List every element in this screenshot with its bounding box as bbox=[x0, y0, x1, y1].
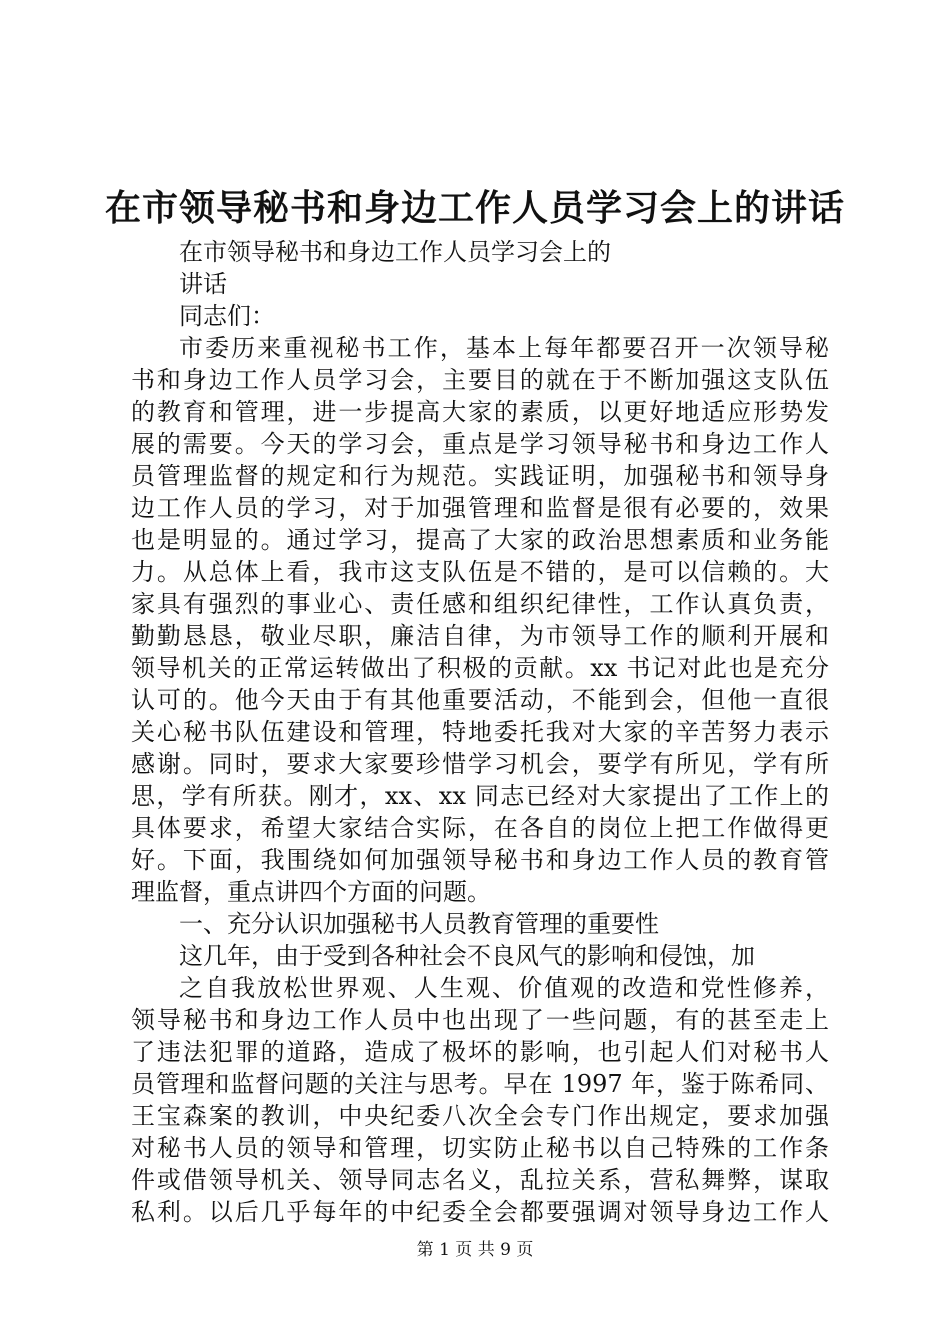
body-line: 员管理和监督问题的关注与思考。早在 1997 年，鉴于陈希同、 bbox=[131, 1070, 829, 1098]
body-line: 讲话 bbox=[179, 270, 227, 298]
body-line: 的教育和管理，进一步提高大家的素质，以更好地适应形势发 bbox=[131, 398, 829, 426]
body-line: 这几年，由于受到各种社会不良风气的影响和侵蚀，加 bbox=[179, 942, 755, 970]
body-line: 关心秘书队伍建设和管理，特地委托我对大家的辛苦努力表示 bbox=[131, 718, 829, 746]
body-line: 领导机关的正常运转做出了积极的贡献。xx 书记对此也是充分 bbox=[131, 654, 829, 682]
body-line: 领导秘书和身边工作人员中也出现了一些问题，有的甚至走上 bbox=[131, 1006, 829, 1034]
body-line: 件或借领导机关、领导同志名义，乱拉关系，营私舞弊，谋取 bbox=[131, 1166, 829, 1194]
body-line: 同志们： bbox=[179, 302, 275, 330]
body-line: 好。下面，我围绕如何加强领导秘书和身边工作人员的教育管 bbox=[131, 846, 829, 874]
body-line: 勤勤恳恳，敬业尽职，廉洁自律，为市领导工作的顺利开展和 bbox=[131, 622, 829, 650]
body-line: 家具有强烈的事业心、责任感和组织纪律性，工作认真负责， bbox=[131, 590, 829, 618]
body-line: 书和身边工作人员学习会，主要目的就在于不断加强这支队伍 bbox=[131, 366, 829, 394]
body-line: 私利。以后几乎每年的中纪委全会都要强调对领导身边工作人 bbox=[131, 1198, 829, 1226]
body-line: 市委历来重视秘书工作，基本上每年都要召开一次领导秘 bbox=[179, 334, 829, 362]
document-body bbox=[131, 236, 829, 1228]
body-line: 王宝森案的教训，中央纪委八次全会专门作出规定，要求加强 bbox=[131, 1102, 829, 1130]
page-number-footer: 第 1 页 共 9 页 bbox=[416, 1240, 534, 1260]
body-line: 对秘书人员的领导和管理，切实防止秘书以自己特殊的工作条 bbox=[131, 1134, 829, 1162]
body-line: 感谢。同时，要求大家要珍惜学习机会，要学有所见，学有所 bbox=[131, 750, 829, 778]
body-line: 边工作人员的学习，对于加强管理和监督是很有必要的，效果 bbox=[131, 494, 829, 522]
body-line: 之自我放松世界观、人生观、价值观的改造和党性修养， bbox=[179, 974, 829, 1002]
body-line: 理监督，重点讲四个方面的问题。 bbox=[131, 878, 491, 906]
body-line: 了违法犯罪的道路，造成了极坏的影响，也引起人们对秘书人 bbox=[131, 1038, 829, 1066]
body-line: 具体要求，希望大家结合实际，在各自的岗位上把工作做得更 bbox=[131, 814, 829, 842]
body-line: 一、充分认识加强秘书人员教育管理的重要性 bbox=[179, 910, 659, 938]
body-line: 力。从总体上看，我市这支队伍是不错的，是可以信赖的。大 bbox=[131, 558, 829, 586]
body-line: 认可的。他今天由于有其他重要活动，不能到会，但他一直很 bbox=[131, 686, 829, 714]
body-line: 员管理监督的规定和行为规范。实践证明，加强秘书和领导身 bbox=[131, 462, 829, 490]
body-line: 在市领导秘书和身边工作人员学习会上的 bbox=[179, 238, 611, 266]
body-line: 思，学有所获。刚才，xx、xx 同志已经对大家提出了工作上的 bbox=[131, 782, 829, 810]
body-line: 也是明显的。通过学习，提高了大家的政治思想素质和业务能 bbox=[131, 526, 829, 554]
document-title: 在市领导秘书和身边工作人员学习会上的讲话 bbox=[104, 187, 845, 229]
body-line: 展的需要。今天的学习会，重点是学习领导秘书和身边工作人 bbox=[131, 430, 829, 458]
